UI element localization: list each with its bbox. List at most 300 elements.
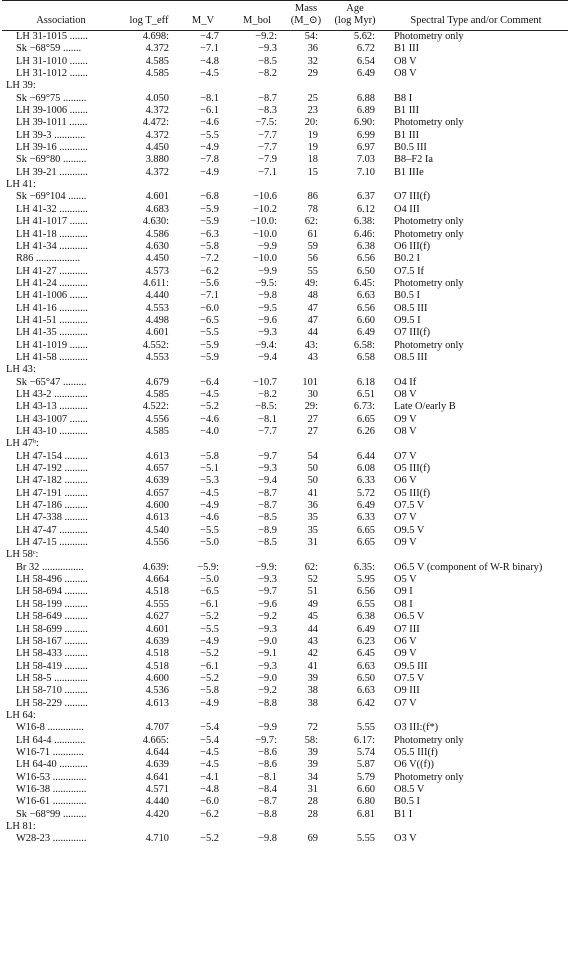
cell-association: LH 41-32 ........... [16, 203, 88, 215]
cell-log-teff: 4.450 [145, 253, 169, 265]
cell-association: LH 31-1015 ....... [16, 31, 88, 42]
cell-log-teff: 4.613 [145, 512, 169, 524]
table-row [2, 562, 568, 574]
cell-log-teff: 4.440 [145, 290, 169, 302]
cell-mv: −5.2 [200, 401, 219, 413]
cell-log-teff: 4.450 [145, 142, 169, 154]
table-row [2, 488, 568, 500]
table-row [2, 772, 568, 784]
cell-mbol: −9.7 [258, 450, 277, 462]
cell-mass: 78 [307, 203, 318, 215]
cell-log-teff: 4.518 [145, 586, 169, 598]
cell-log-teff: 4.613 [145, 450, 169, 462]
cell-log-teff: 4.585 [145, 388, 169, 400]
cell-log-teff: 4.657 [145, 463, 169, 475]
cell-age: 6.55 [356, 598, 375, 610]
cell-mass: 86 [307, 191, 318, 203]
cell-association: LH 58-710 ......... [16, 685, 88, 697]
cell-comment: O9 V [394, 537, 417, 549]
cell-comment: O3 V [394, 833, 417, 845]
cell-mbol: −8.1 [258, 413, 277, 425]
cell-mv: −4.9 [200, 142, 219, 154]
cell-mbol: −8.5: [255, 401, 277, 413]
cell-association: W16-71 ............ [16, 746, 84, 758]
group-header-row [2, 438, 568, 450]
cell-log-teff: 4.536 [145, 685, 169, 697]
cell-comment: Late O/early B [394, 401, 456, 413]
cell-mbol: −9.3 [258, 463, 277, 475]
cell-comment: O8.5 V [394, 783, 425, 795]
cell-log-teff: 4.707 [145, 722, 169, 734]
cell-mv: −5.5 [200, 623, 219, 635]
cell-age: 6.45: [353, 277, 375, 289]
cell-mv: −4.5 [200, 388, 219, 400]
cell-comment: B0.5 III [394, 142, 427, 154]
cell-mass: 61 [307, 228, 318, 240]
table-row [2, 796, 568, 808]
cell-mv: −5.1 [200, 463, 219, 475]
cell-association: LH 39-3 ............ [16, 129, 86, 141]
cell-mv: −7.1 [200, 43, 219, 55]
table-row [2, 759, 568, 771]
cell-mbol: −9.8 [258, 290, 277, 302]
cell-age: 5.95 [356, 574, 375, 586]
table-row [2, 117, 568, 129]
cell-association: Sk −69°80 ......... [16, 154, 87, 166]
cell-log-teff: 4.586 [145, 228, 169, 240]
cell-log-teff: 4.498 [145, 314, 169, 326]
table-row [2, 475, 568, 487]
col-comment: Spectral Type and/or Comment [384, 1, 568, 31]
cell-log-teff: 4.698: [142, 31, 169, 42]
cell-log-teff: 4.611: [143, 277, 169, 289]
cell-comment: O6 V [394, 475, 417, 487]
cell-age: 6.26 [356, 426, 375, 437]
cell-association: LH 39-21 ........... [16, 166, 88, 178]
cell-mbol: −8.8 [258, 808, 277, 820]
cell-comment: Photometry only [394, 31, 464, 42]
cell-mv: −6.2 [200, 265, 219, 277]
cell-comment: O6.5 V (component of W-R binary) [394, 561, 543, 573]
cell-mv: −4.8 [200, 55, 219, 67]
cell-association: LH 58-167 ......... [16, 635, 88, 647]
table-row [2, 253, 568, 265]
cell-log-teff: 4.601 [145, 623, 169, 635]
cell-comment: O6.5 V [394, 611, 425, 623]
cell-mass: 32 [307, 55, 318, 67]
cell-age: 6.63 [356, 685, 375, 697]
cell-association: LH 64-40 ........... [16, 759, 88, 771]
group-label: LH 41: [6, 179, 36, 191]
cell-age: 6.60 [356, 783, 375, 795]
cell-mv: −4.5 [200, 68, 219, 80]
cell-mbol: −9.3 [258, 623, 277, 635]
cell-mbol: −8.2 [258, 68, 277, 80]
cell-log-teff: 4.639: [142, 561, 169, 573]
table-row [2, 833, 568, 845]
table-row [2, 340, 568, 352]
cell-mbol: −7.7 [258, 142, 277, 154]
cell-age: 5.79 [356, 771, 375, 783]
table-row [2, 303, 568, 315]
cell-association: LH 41-58 ........... [16, 351, 88, 363]
cell-association: LH 41-1006 ....... [16, 290, 88, 302]
cell-log-teff: 4.644 [145, 746, 169, 758]
cell-age: 6.56 [356, 586, 375, 598]
table-row [2, 648, 568, 660]
cell-mv: −4.9 [200, 697, 219, 709]
cell-mv: −4.6 [200, 512, 219, 524]
table-row [2, 327, 568, 339]
cell-mv: −7.1 [200, 290, 219, 302]
cell-age: 6.49 [356, 327, 375, 339]
group-label: LH 58ᶜ: [6, 549, 39, 561]
cell-mbol: −9.9 [258, 722, 277, 734]
cell-comment: O7 V [394, 697, 417, 709]
cell-age: 6.65 [356, 537, 375, 549]
cell-mbol: −9.3 [258, 660, 277, 672]
table-row [2, 191, 568, 203]
table-row [2, 216, 568, 228]
cell-mass: 39 [307, 672, 318, 684]
table-row [2, 401, 568, 413]
cell-mass: 38 [307, 685, 318, 697]
cell-mbol: −10.0: [250, 216, 277, 228]
cell-mbol: −9.7: [255, 734, 277, 746]
table-row [2, 624, 568, 636]
cell-age: 5.72 [356, 487, 375, 499]
cell-mass: 52 [307, 574, 318, 586]
cell-mbol: −8.5 [258, 537, 277, 549]
cell-mbol: −8.5 [258, 512, 277, 524]
cell-mv: −4.5 [200, 759, 219, 771]
cell-mass: 48 [307, 290, 318, 302]
cell-mass: 43: [304, 339, 318, 351]
cell-mass: 30 [307, 388, 318, 400]
cell-log-teff: 4.657 [145, 487, 169, 499]
cell-mass: 27 [307, 413, 318, 425]
cell-mv: −5.4 [200, 722, 219, 734]
cell-log-teff: 4.585 [145, 55, 169, 67]
table-row [2, 586, 568, 598]
cell-age: 6.35: [353, 561, 375, 573]
cell-mass: 35 [307, 524, 318, 536]
cell-log-teff: 4.372 [145, 105, 169, 117]
cell-mv: −6.5 [200, 586, 219, 598]
cell-comment: O6 V((f)) [394, 759, 434, 771]
cell-mbol: −10.0 [252, 253, 277, 265]
cell-mbol: −8.7 [258, 487, 277, 499]
cell-age: 6.38 [356, 240, 375, 252]
cell-age: 6.63 [356, 290, 375, 302]
cell-comment: O7.5 If [394, 265, 425, 277]
table-row [2, 784, 568, 796]
cell-age: 6.80 [356, 796, 375, 808]
cell-mass: 34 [307, 771, 318, 783]
cell-mbol: −9.9 [258, 240, 277, 252]
cell-association: Sk −68°99 ......... [16, 808, 87, 820]
cell-age: 6.45 [356, 648, 375, 660]
col-association: Association [2, 1, 120, 31]
cell-association: LH 58-699 ......... [16, 623, 88, 635]
table-row [2, 352, 568, 364]
cell-mv: −7.8 [200, 154, 219, 166]
cell-association: W16-53 ............. [16, 771, 87, 783]
cell-association: LH 47-154 ......... [16, 450, 88, 462]
cell-mass: 29 [307, 68, 318, 80]
cell-comment: B8 I [394, 92, 413, 104]
cell-association: LH 41-35 ........... [16, 327, 88, 339]
table-row [2, 154, 568, 166]
cell-mass: 15 [307, 166, 318, 178]
cell-mbol: −9.7 [258, 586, 277, 598]
cell-mv: −5.5 [200, 327, 219, 339]
cell-mbol: −8.4 [258, 783, 277, 795]
cell-comment: B1 III [394, 43, 420, 55]
cell-mass: 19 [307, 129, 318, 141]
cell-mass: 39 [307, 759, 318, 771]
table-row [2, 377, 568, 389]
cell-mv: −5.9 [200, 203, 219, 215]
cell-comment: O8 I [394, 598, 413, 610]
table-row [2, 747, 568, 759]
cell-mass: 42 [307, 648, 318, 660]
table-row [2, 204, 568, 216]
cell-comment: Photometry only [394, 117, 464, 129]
cell-log-teff: 4.522: [142, 401, 169, 413]
cell-mass: 50 [307, 475, 318, 487]
cell-mv: −5.0 [200, 537, 219, 549]
cell-mass: 49: [304, 277, 318, 289]
cell-mv: −6.1 [200, 105, 219, 117]
cell-age: 6.51 [356, 388, 375, 400]
cell-mass: 20: [304, 117, 318, 129]
cell-mass: 36 [307, 43, 318, 55]
cell-age: 6.90: [353, 117, 375, 129]
table-row [2, 512, 568, 524]
cell-mbol: −9.6 [258, 314, 277, 326]
cell-association: LH 47-191 ......... [16, 487, 88, 499]
table-row [2, 685, 568, 697]
cell-mbol: −8.6 [258, 746, 277, 758]
cell-mass: 41 [307, 487, 318, 499]
cell-mv: −4.9 [200, 166, 219, 178]
cell-log-teff: 4.472: [142, 117, 169, 129]
cell-mv: −6.4 [200, 376, 219, 388]
cell-mbol: −9.3 [258, 574, 277, 586]
cell-log-teff: 4.679 [145, 376, 169, 388]
cell-mbol: −9.9 [258, 265, 277, 277]
cell-mbol: −9.6 [258, 598, 277, 610]
cell-association: LH 58-496 ......... [16, 574, 88, 586]
cell-comment: O5 V [394, 574, 417, 586]
group-header-row [2, 821, 568, 833]
table-row [2, 426, 568, 438]
cell-log-teff: 4.639 [145, 635, 169, 647]
group-header-row [2, 179, 568, 191]
cell-comment: O7.5 V [394, 672, 425, 684]
cell-age: 6.56 [356, 253, 375, 265]
cell-mass: 44 [307, 327, 318, 339]
table-row [2, 290, 568, 302]
cell-mass: 39 [307, 746, 318, 758]
cell-mass: 50 [307, 463, 318, 475]
cell-association: LH 47-192 ......... [16, 463, 88, 475]
cell-age: 6.99 [356, 129, 375, 141]
cell-comment: O7 III(f) [394, 327, 431, 339]
table-row [2, 500, 568, 512]
cell-mv: −4.5 [200, 746, 219, 758]
cell-age: 5.62: [353, 31, 375, 42]
cell-mv: −6.1 [200, 598, 219, 610]
table-row [2, 673, 568, 685]
cell-age: 6.89 [356, 105, 375, 117]
cell-age: 5.87 [356, 759, 375, 771]
cell-log-teff: 4.555 [145, 598, 169, 610]
cell-log-teff: 4.639 [145, 475, 169, 487]
cell-mass: 45 [307, 611, 318, 623]
cell-comment: O9 I [394, 586, 413, 598]
cell-mass: 38 [307, 697, 318, 709]
table-row [2, 636, 568, 648]
cell-mbol: −9.8 [258, 833, 277, 845]
cell-association: W16-61 ............. [16, 796, 87, 808]
cell-mass: 101 [302, 376, 318, 388]
cell-age: 6.18 [356, 376, 375, 388]
cell-mass: 72 [307, 722, 318, 734]
group-label: LH 81: [6, 821, 36, 832]
cell-mv: −5.2 [200, 833, 219, 845]
cell-association: Sk −69°104 ....... [16, 191, 87, 203]
cell-mass: 19 [307, 142, 318, 154]
cell-age: 5.74 [356, 746, 375, 758]
cell-mass: 47 [307, 314, 318, 326]
cell-log-teff: 4.601 [145, 191, 169, 203]
cell-mv: −7.2 [200, 253, 219, 265]
cell-comment: O7 III [394, 623, 420, 635]
cell-age: 5.55 [356, 722, 375, 734]
cell-mv: −5.0 [200, 574, 219, 586]
cell-log-teff: 3.880 [145, 154, 169, 166]
cell-mbol: −8.7 [258, 500, 277, 512]
table-row [2, 130, 568, 142]
cell-comment: B1 III [394, 129, 420, 141]
cell-association: LH 41-51 ........... [16, 314, 88, 326]
cell-log-teff: 4.372 [145, 43, 169, 55]
cell-mv: −5.2 [200, 611, 219, 623]
cell-mv: −5.9: [197, 561, 219, 573]
table-row [2, 414, 568, 426]
cell-comment: O9 V [394, 413, 417, 425]
cell-comment: O4 If [394, 376, 417, 388]
table-row [2, 43, 568, 55]
cell-comment: O5 III(f) [394, 463, 431, 475]
cell-mv: −4.6 [200, 117, 219, 129]
cell-log-teff: 4.630 [145, 240, 169, 252]
cell-association: LH 58-694 ......... [16, 586, 88, 598]
table-row [2, 266, 568, 278]
cell-comment: O9.5 III [394, 660, 428, 672]
cell-mass: 59 [307, 240, 318, 252]
col-mass: Mass (M_⊙) [286, 1, 326, 31]
cell-comment: O9.5 I [394, 314, 421, 326]
cell-association: LH 43-2 ............. [16, 388, 88, 400]
cell-age: 6.38 [356, 611, 375, 623]
cell-association: LH 64-4 ............ [16, 734, 86, 746]
cell-mass: 43 [307, 635, 318, 647]
table-row [2, 525, 568, 537]
cell-association: Sk −68°59 ....... [16, 43, 82, 55]
cell-mv: −5.9 [200, 351, 219, 363]
cell-comment: B0.2 I [394, 253, 420, 265]
cell-comment: O8 V [394, 55, 417, 67]
cell-association: LH 43-1007 ....... [16, 413, 88, 425]
cell-association: LH 41-24 ........... [16, 277, 88, 289]
cell-mv: −5.3 [200, 475, 219, 487]
cell-log-teff: 4.540 [145, 524, 169, 536]
cell-association: LH 47-186 ......... [16, 500, 88, 512]
table-row [2, 105, 568, 117]
cell-comment: O7 V [394, 512, 417, 524]
cell-age: 6.81 [356, 808, 375, 820]
cell-mv: −6.1 [200, 660, 219, 672]
cell-association: LH 43-13 ........... [16, 401, 88, 413]
cell-mbol: −10.6 [252, 191, 277, 203]
col-mbol: M_bol [228, 1, 286, 31]
cell-comment: Photometry only [394, 339, 464, 351]
cell-log-teff: 4.639 [145, 759, 169, 771]
cell-mbol: −8.5 [258, 55, 277, 67]
cell-log-teff: 4.710 [145, 833, 169, 845]
cell-log-teff: 4.641 [145, 771, 169, 783]
cell-log-teff: 4.600 [145, 672, 169, 684]
cell-mbol: −9.4 [258, 475, 277, 487]
cell-mass: 55 [307, 265, 318, 277]
cell-log-teff: 4.372 [145, 166, 169, 178]
cell-mbol: −10.7 [252, 376, 277, 388]
cell-log-teff: 4.585 [145, 426, 169, 437]
cell-mass: 23 [307, 105, 318, 117]
cell-mbol: −8.3 [258, 105, 277, 117]
cell-comment: O8 V [394, 68, 417, 80]
cell-age: 6.58 [356, 351, 375, 363]
cell-mbol: −9.2 [258, 611, 277, 623]
cell-mbol: −7.9 [258, 154, 277, 166]
cell-comment: O3 III:(f*) [394, 722, 439, 734]
cell-age: 6.54 [356, 55, 375, 67]
table-row [2, 698, 568, 710]
table-row [2, 142, 568, 154]
cell-log-teff: 4.553 [145, 302, 169, 314]
cell-log-teff: 4.553 [145, 351, 169, 363]
cell-mbol: −8.8 [258, 697, 277, 709]
cell-mass: 36 [307, 500, 318, 512]
cell-age: 7.03 [356, 154, 375, 166]
table-row [2, 278, 568, 290]
cell-comment: O5.5 III(f) [394, 746, 438, 758]
cell-association: LH 39-16 ........... [16, 142, 88, 154]
cell-mbol: −9.0 [258, 672, 277, 684]
cell-comment: Photometry only [394, 277, 464, 289]
cell-mass: 56 [307, 253, 318, 265]
cell-mass: 28 [307, 796, 318, 808]
cell-comment: O8 V [394, 426, 417, 437]
group-header-row [2, 80, 568, 92]
table-body [2, 31, 568, 846]
cell-mv: −5.8 [200, 685, 219, 697]
cell-mbol: −8.7 [258, 92, 277, 104]
cell-mass: 49 [307, 598, 318, 610]
